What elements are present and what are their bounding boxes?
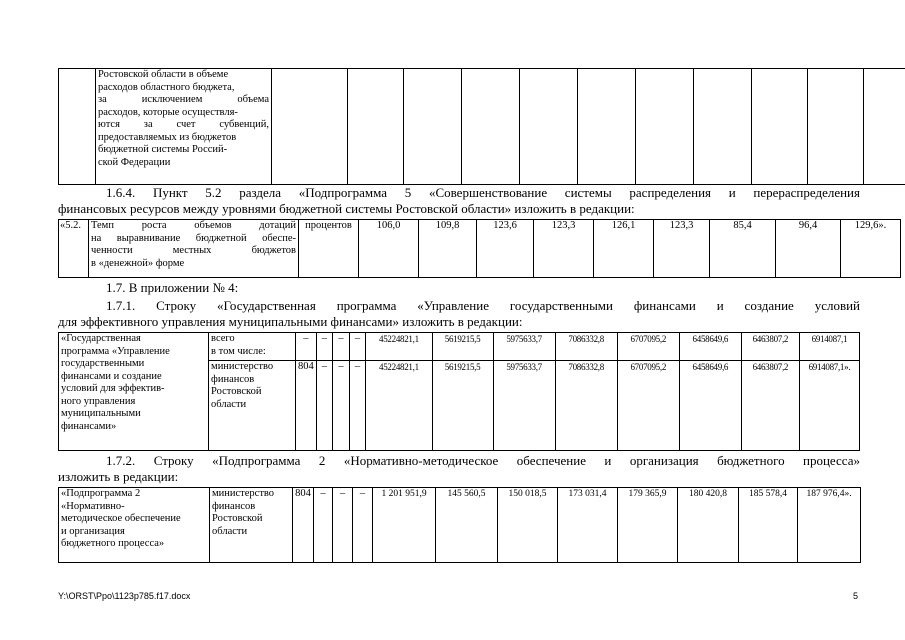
text-line: предоставляемых из бюджетов xyxy=(98,131,237,143)
table-state-program xyxy=(58,332,860,451)
value-cell: 129,6». xyxy=(841,220,901,278)
value-cell: 145 560,5 xyxy=(436,488,498,563)
table-top-continuation xyxy=(58,68,905,185)
text-line: и организация xyxy=(61,525,125,537)
value-cell: 45224821,1 xyxy=(366,333,432,361)
text-line: государственными xyxy=(61,358,145,369)
value-cell: 5975633,7 xyxy=(493,333,555,361)
executor-cell xyxy=(210,488,293,563)
text-line: Темп роста объемов дотаций xyxy=(91,220,296,231)
table-cell xyxy=(694,69,752,185)
value-cell: 6458649,6 xyxy=(679,333,741,361)
table-cell xyxy=(636,69,694,185)
value-cell: 109,8 xyxy=(419,220,477,278)
table-cell-text xyxy=(96,69,272,185)
value-cell: 187 976,4». xyxy=(798,488,861,563)
text-line: финансами и создание xyxy=(61,370,162,382)
paragraph-164-line1: 1.6.4. Пункт 5.2 раздела «Подпрограмма 5 «Совершенствование системы распределения и перераспределения xyxy=(106,185,860,200)
text-line: области xyxy=(211,398,247,410)
value-cell: 6463807,2 xyxy=(741,333,799,361)
text-line: в том числе: xyxy=(211,345,266,357)
table-cell xyxy=(348,69,404,185)
text-line: бюджетного процесса» xyxy=(61,538,165,549)
text-line: финансов xyxy=(212,500,256,512)
item-number: «5.2. xyxy=(59,220,89,278)
value-cell: 6458649,6 xyxy=(679,361,741,451)
unit-cell: процентов xyxy=(299,220,359,278)
text-line: «Нормативно- xyxy=(61,500,125,512)
value-cell: 106,0 xyxy=(359,220,419,278)
page-number: 5 xyxy=(852,591,858,601)
value-cell: 85,4 xyxy=(710,220,776,278)
subprogram-name xyxy=(59,488,210,563)
code-cell: – xyxy=(349,333,366,361)
value-cell: 6707095,2 xyxy=(617,361,679,451)
table-cell xyxy=(404,69,462,185)
value-cell: 96,4 xyxy=(776,220,841,278)
code-cell: 804 xyxy=(295,361,316,451)
code-cell: – xyxy=(349,361,366,451)
text-line: расходов областного бюджета, xyxy=(98,81,235,93)
code-cell: – xyxy=(316,333,333,361)
text-line: министерство xyxy=(212,488,275,499)
value-cell: 179 365,9 xyxy=(618,488,678,563)
text-line: министерство xyxy=(211,361,274,372)
value-cell: 123,3 xyxy=(654,220,710,278)
code-cell: – xyxy=(295,333,316,361)
text-line: бюджетной системы Россий- xyxy=(98,144,228,155)
text-line: программа «Управление xyxy=(61,345,170,357)
value-cell: 6914087,1». xyxy=(799,361,859,451)
text-line: ской Федерации xyxy=(98,156,171,168)
code-cell: – xyxy=(333,488,353,563)
text-line: муниципальными xyxy=(61,408,141,419)
value-cell: 123,6 xyxy=(477,220,534,278)
text-line: «Подпрограмма 2 xyxy=(61,488,141,499)
table-item-5-2 xyxy=(58,219,901,278)
code-cell: – xyxy=(353,488,373,563)
text-line: ченности местных бюджетов xyxy=(91,245,296,256)
text-line: ются за счет субвенций, xyxy=(98,119,269,130)
text-line: области xyxy=(212,525,248,537)
value-cell: 1 201 951,9 xyxy=(373,488,436,563)
text-line: финансами» xyxy=(61,420,117,432)
value-cell: 7086332,8 xyxy=(555,361,617,451)
text-line: расходов, которые осуществля- xyxy=(98,106,238,118)
text-line: в «денежной» форме xyxy=(91,257,185,269)
table-cell xyxy=(578,69,636,185)
value-cell: 6463807,2 xyxy=(741,361,799,451)
table-cell xyxy=(864,69,905,185)
text-line: Ростовской xyxy=(212,513,263,524)
footer-file-path: Y:\ORST\Ppo\1123p785.f17.docx xyxy=(58,591,191,601)
value-cell: 180 420,8 xyxy=(678,488,739,563)
text-line: ного управления xyxy=(61,395,136,407)
item-description xyxy=(89,220,299,278)
executor-cell xyxy=(209,361,296,451)
table-cell xyxy=(462,69,520,185)
table-cell xyxy=(520,69,578,185)
text-line: на выравнивание бюджетной обеспе- xyxy=(91,232,296,244)
text-line: «Государственная xyxy=(61,333,141,344)
value-cell: 6914087,1 xyxy=(799,333,859,361)
value-cell: 45224821,1 xyxy=(366,361,432,451)
paragraph-164-line2: финансовых ресурсов между уровнями бюджетной системы Ростовской области» изложить в редакции: xyxy=(58,201,635,216)
text-line: Ростовской области в объеме xyxy=(98,69,229,80)
paragraph-171-line2: для эффективного управления муниципальными финансами» изложить в редакции: xyxy=(58,314,523,329)
paragraph-172-line2: изложить в редакции: xyxy=(58,469,179,484)
text-line: методическое обеспечение xyxy=(61,513,181,524)
value-cell: 7086332,8 xyxy=(555,333,617,361)
value-cell: 173 031,4 xyxy=(558,488,618,563)
code-cell: – xyxy=(333,361,350,451)
table-subprogram-2 xyxy=(58,487,861,563)
value-cell: 185 578,4 xyxy=(739,488,798,563)
text-line: всего xyxy=(211,333,235,344)
table-cell xyxy=(752,69,808,185)
value-cell: 5619215,5 xyxy=(432,361,493,451)
table-cell xyxy=(272,69,348,185)
code-cell: – xyxy=(333,333,350,361)
value-cell: 126,1 xyxy=(594,220,654,278)
value-cell: 5619215,5 xyxy=(432,333,493,361)
text-line: финансов xyxy=(211,373,255,385)
value-cell: 6707095,2 xyxy=(617,333,679,361)
paragraph-171-line1: 1.7.1. Строку «Государственная программа «Управление государственными финансами и создание условий xyxy=(106,298,860,313)
table-cell xyxy=(59,69,96,185)
paragraph-172-line1: 1.7.2. Строку «Подпрограмма 2 «Нормативно-методическое обеспечение и организация бюджетного процесса» xyxy=(106,453,860,468)
code-cell: – xyxy=(316,361,333,451)
text-line: за исключением объема xyxy=(98,94,269,105)
executor-cell xyxy=(209,333,296,361)
code-cell: – xyxy=(314,488,333,563)
program-name xyxy=(59,333,209,451)
text-line: Ростовской xyxy=(211,386,262,397)
paragraph-17: 1.7. В приложении № 4: xyxy=(106,280,239,295)
value-cell: 123,3 xyxy=(534,220,594,278)
value-cell: 5975633,7 xyxy=(493,361,555,451)
text-line: условий для эффектив- xyxy=(61,383,165,394)
value-cell: 150 018,5 xyxy=(498,488,558,563)
code-cell: 804 xyxy=(293,488,314,563)
table-cell xyxy=(808,69,864,185)
